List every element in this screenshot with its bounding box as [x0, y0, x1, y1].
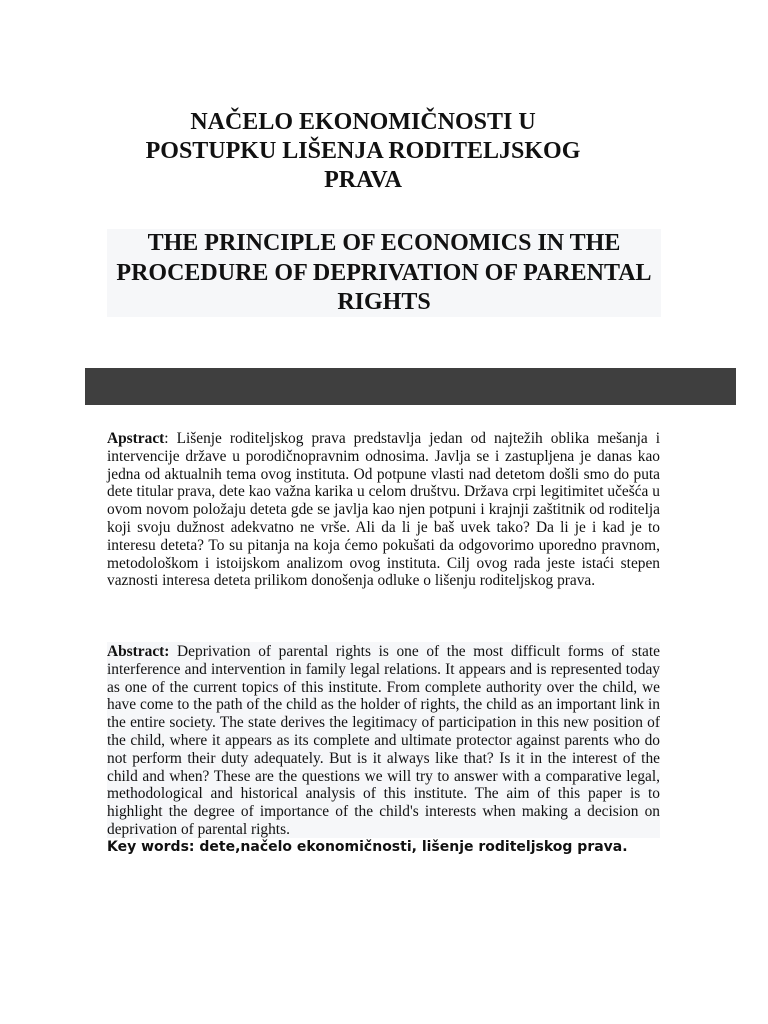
- abstract-serbian-label: Apstract: [107, 430, 165, 447]
- abstract-english: [107, 643, 660, 839]
- title-english: THE PRINCIPLE OF ECONOMICS IN THE PROCEDURE OF DEPRIVATION OF PARENTAL RIGHTS: [116, 230, 652, 315]
- title-serbian: NAČELO EKONOMIČNOSTI U POSTUPKU LIŠENJA RODITELJSKOG PRAVA: [145, 109, 581, 193]
- keywords: Key words: dete,načelo ekonomičnosti, lišenje roditeljskog prava.: [107, 839, 628, 855]
- abstract-serbian: [107, 430, 660, 590]
- abstract-english-label: Abstract:: [107, 643, 170, 660]
- abstract-english-text: Deprivation of parental rights is one of the most difficult forms of state interference and intervention in family legal relations. It appears and is represented today as one of the current topics of this institute. From complete authority over the child, we have come to the path of the child as the holder of rights, the child as an important link in the entire society. The state derives the legitimacy of participation in this new position of the child, where it appears as its complete and ultimate protector against parents who do not perform their duty adequately. But is it always like that? Is it in the interest of the child and when? These are the questions we will try to answer with a comparative legal, methodological and historical analysis of this institute. The aim of this paper is to highlight the degree of importance of the child's interests when making a decision on deprivation of parental rights.: [107, 643, 660, 838]
- dark-band: [85, 368, 736, 405]
- abstract-serbian-text: : Lišenje roditeljskog prava predstavlja jedan od najtežih oblika mešanja i intervencije države u porodičnopravnim odnosima. Javlja se i zastupljena je danas kao jedna od aktualnih tema ovog instituta. Od potpune vlasti nad detetom došli smo do puta dete titular prava, dete kao važna karika u celom društvu. Država crpi legitimitet učešća u ovom novom položaju deteta gde se javlja kao njen potpuni i krajnji zaštitnik od roditelja koji svoju dužnost adekvatno ne vrše. Ali da li je baš uvek tako? Da li je i kad je to interesu deteta? To su pitanja na koja ćemo pokušati da odgovorimo uporedno pravnom, metodološkom i istoijskom analizom ovog instituta. Cilj ovog rada jeste istaći stepen vaznosti interesa deteta prilikom donošenja odluke o lišenju roditeljskog prava.: [107, 430, 660, 590]
